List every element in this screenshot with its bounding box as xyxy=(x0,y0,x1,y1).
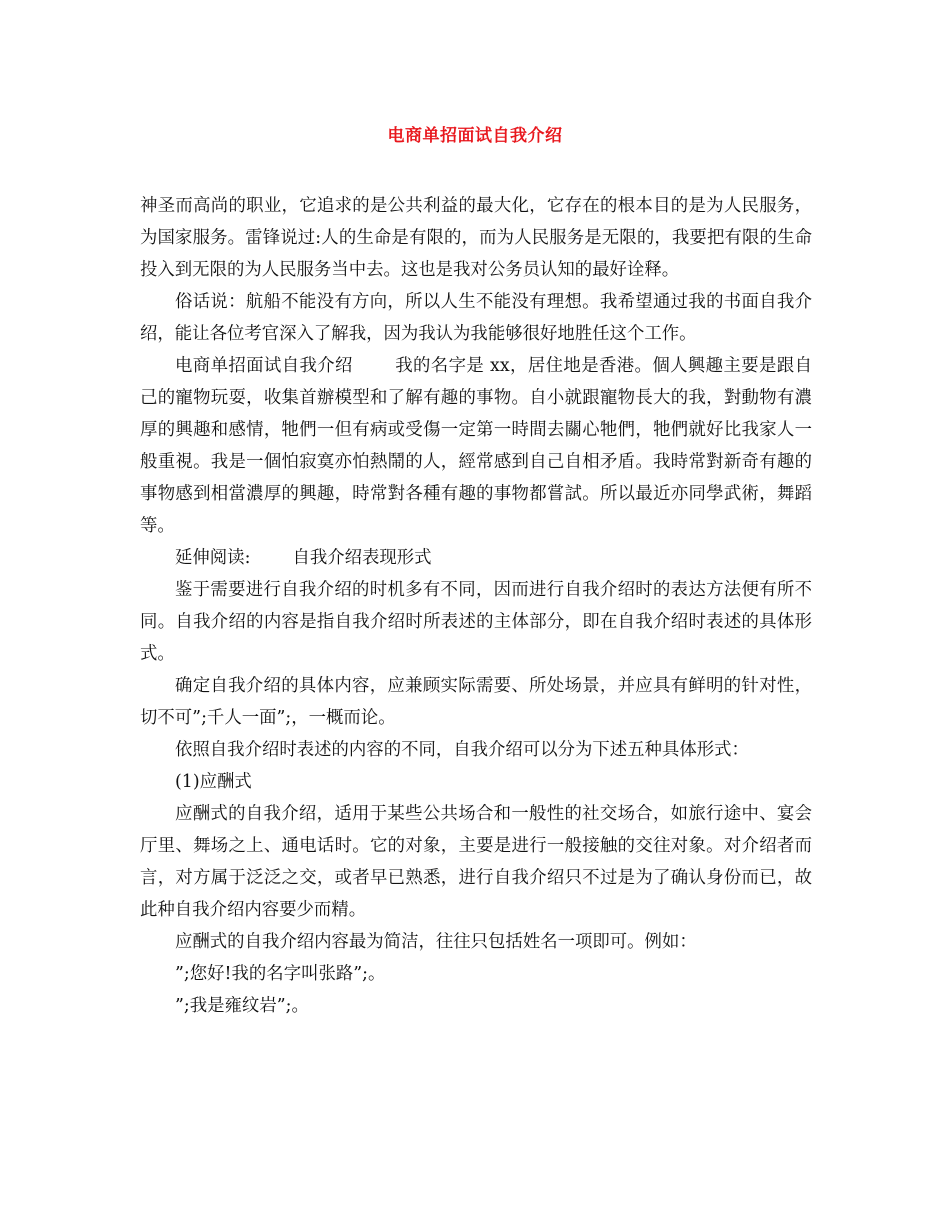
extended-reading-label: 延伸阅读: xyxy=(175,548,251,568)
document-body xyxy=(140,190,812,1022)
document-title: 电商单招面试自我介绍 xyxy=(387,126,563,146)
paragraph-3-text: 我的名字是 xx，居住地是香港。個人興趣主要是跟自己的寵物玩耍，收集首辦模型和了解有趣的事物。自小就跟寵物長大的我，對動物有濃厚的興趣和感情，牠們一但有病或受傷一定第一時間去關心牠們，牠們就好比我家人一般重視。我是一個怕寂寞亦怕熱鬧的人，經常感到自己自相矛盾。我時常對新奇有趣的事物感到相當濃厚的興趣，時常對各種有趣的事物都嘗試。所以最近亦同學武術，舞蹈等。 xyxy=(140,356,812,536)
section-heading-1: (1)应酬式 xyxy=(175,772,252,792)
paragraph-6: 确定自我介绍的具体内容，应兼顾实际需要、所处场景，并应具有鲜明的针对性，切不可”;千人一面”;，一概而论。 xyxy=(140,676,812,728)
extended-reading-topic: 自我介绍表现形式 xyxy=(292,548,432,568)
paragraph-9: 应酬式的自我介绍内容最为简洁，往往只包括姓名一项即可。例如： xyxy=(175,932,697,952)
example-1: ”;您好!我的名字叫张路”;。 xyxy=(175,964,386,984)
paragraph-4 xyxy=(140,542,812,574)
paragraph-3-lead: 电商单招面试自我介绍 xyxy=(175,356,353,376)
paragraph-8: 应酬式的自我介绍，适用于某些公共场合和一般性的社交场合，如旅行途中、宴会厅里、舞场之上、通电话时。它的对象，主要是进行一般接触的交往对象。对介绍者而言，对方属于泛泛之交，或者早已熟悉，进行自我介绍只不过是为了确认身份而已，故此种自我介绍内容要少而精。 xyxy=(140,804,812,920)
example-2: ”;我是雍纹岩”;。 xyxy=(175,996,309,1016)
paragraph-7: 依照自我介绍时表述的内容的不同，自我介绍可以分为下述五种具体形式： xyxy=(175,740,749,760)
paragraph-3 xyxy=(140,350,812,542)
paragraph-2: 俗话说：航船不能没有方向，所以人生不能没有理想。我希望通过我的书面自我介绍，能让各位考官深入了解我，因为我认为我能够很好地胜任这个工作。 xyxy=(140,292,812,344)
paragraph-1: 神圣而高尚的职业，它追求的是公共利益的最大化，它存在的根本目的是为人民服务，为国家服务。雷锋说过:人的生命是有限的，而为人民服务是无限的，我要把有限的生命投入到无限的为人民服务当中去。这也是我对公务员认知的最好诠释。 xyxy=(140,196,812,280)
paragraph-5: 鉴于需要进行自我介绍的时机多有不同，因而进行自我介绍时的表达方法便有所不同。自我介绍的内容是指自我介绍时所表述的主体部分，即在自我介绍时表述的具体形式。 xyxy=(140,580,812,664)
